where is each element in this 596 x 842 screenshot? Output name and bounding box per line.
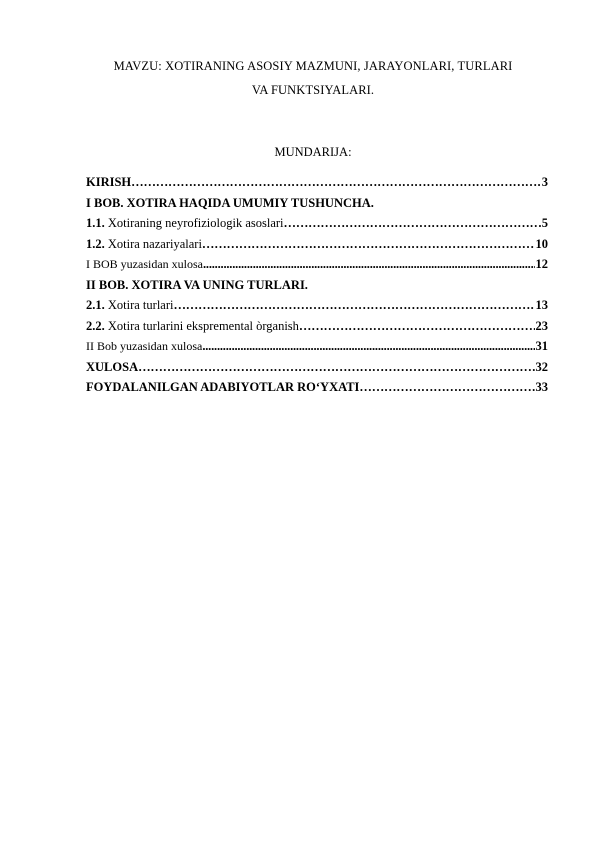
toc-entry-text: [86, 319, 299, 334]
toc-entry-number: 1.2.: [86, 236, 105, 251]
toc-page-number: 33: [535, 380, 548, 394]
toc-page-number: 23: [535, 318, 548, 333]
toc-entry-text: XULOSA: [86, 359, 139, 374]
toc-entry-chapter-2-summary: [86, 339, 548, 360]
toc-entry-chapter-2: [86, 278, 548, 299]
toc-entry-2-2: [86, 319, 548, 340]
toc-entry-text: KIRISH: [86, 175, 132, 189]
document-title-line-2: VA FUNKTSIYALARI.: [251, 83, 375, 97]
toc-leader: [299, 319, 535, 334]
toc-leader: [284, 216, 541, 231]
toc-entry-text: [86, 237, 202, 252]
toc-leader: [202, 237, 535, 252]
toc-leader: [202, 339, 534, 354]
toc-entry-text: II BOB. XOTIRA VA UNING TURLARI.: [86, 277, 308, 292]
toc-page-number: 13: [535, 298, 548, 312]
toc-entry-number: 1.1.: [86, 216, 105, 230]
document-title-line-1: MAVZU: XOTIRANING ASOSIY MAZMUNI, JARAYONLARI, TURLARI: [113, 59, 513, 73]
toc-leader: [203, 257, 535, 272]
toc-page-number: 5: [541, 216, 548, 230]
toc-leader: [131, 175, 541, 190]
toc-entry-text: I BOB yuzasidan xulosa: [86, 257, 203, 271]
toc-leader: [138, 360, 534, 375]
table-of-contents: [86, 175, 548, 401]
toc-entry-2-1: [86, 298, 548, 319]
toc-page-number: 12: [535, 257, 548, 271]
toc-page-number: 31: [535, 339, 548, 353]
toc-entry-number: 2.2.: [86, 318, 105, 333]
toc-entry-label: Xotira nazariyalari: [107, 236, 202, 251]
toc-entry-label: Xotiraning neyrofiziologik asoslari: [107, 216, 284, 230]
toc-entry-label: Xotira turlari: [107, 298, 174, 312]
toc-leader: [359, 380, 534, 395]
toc-entry-chapter-1: [86, 196, 548, 217]
toc-entry-xulosa: [86, 360, 548, 381]
toc-heading: MUNDARIJA:: [274, 145, 352, 159]
toc-page-number: 3: [541, 175, 548, 189]
toc-entry-text: [86, 216, 284, 231]
toc-entry-text: FOYDALANILGAN ADABIYOTLAR RO‘YXATI: [86, 380, 360, 394]
toc-entry-1-2: [86, 237, 548, 258]
toc-entry-number: 2.1.: [86, 298, 105, 312]
toc-entry-references: [86, 380, 548, 401]
toc-entry-1-1: [86, 216, 548, 237]
toc-entry-text: II Bob yuzasidan xulosa: [86, 339, 203, 353]
toc-entry-text: I BOB. XOTIRA HAQIDA UMUMIY TUSHUNCHA.: [86, 195, 374, 210]
toc-entry-chapter-1-summary: [86, 257, 548, 278]
toc-page-number: 32: [535, 359, 548, 374]
toc-entry-label: Xotira turlarini ekspremental òrganish: [107, 318, 299, 333]
toc-entry-text: [86, 298, 173, 313]
toc-page-number: 10: [535, 236, 548, 251]
toc-entry-kirish: [86, 175, 548, 196]
toc-leader: [173, 298, 534, 313]
